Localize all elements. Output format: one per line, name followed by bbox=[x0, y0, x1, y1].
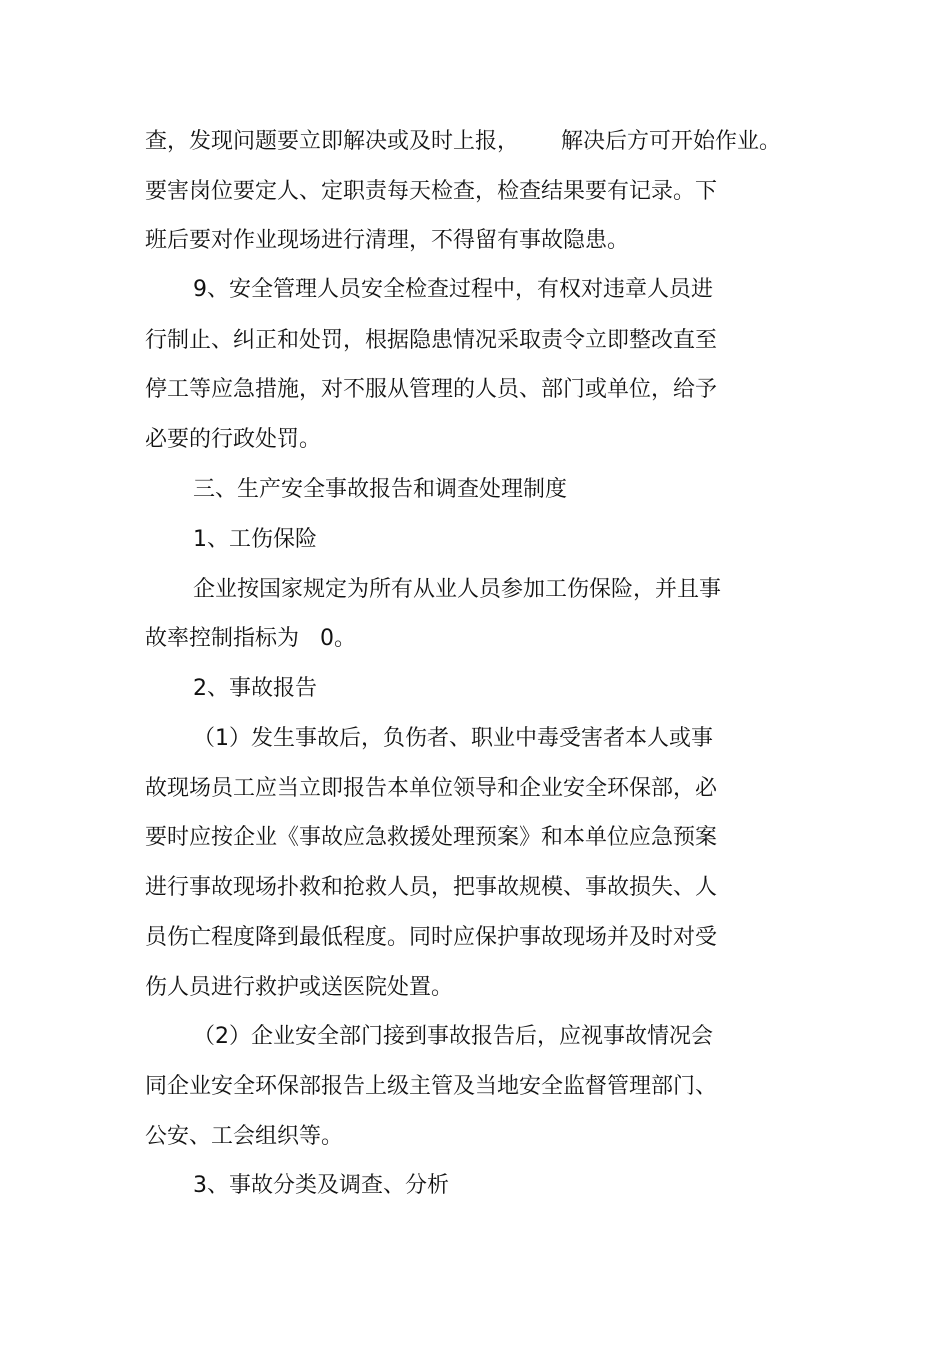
subheading-1: 1、工伤保险 bbox=[193, 527, 317, 552]
text-line-17: 员伤亡程度降到最低程度。同时应保护事故现场并及时对受 bbox=[145, 925, 718, 950]
text-line-11: 故率控制指标为 0。 bbox=[145, 626, 356, 651]
text-line-21: 公安、工会组织等。 bbox=[145, 1124, 344, 1149]
text-line-7: 必要的行政处罚。 bbox=[145, 427, 322, 452]
text-line-20: 同企业安全环保部报告上级主管及当地安全监督管理部门、 bbox=[145, 1074, 718, 1099]
text-line-3: 班后要对作业现场进行清理，不得留有事故隐患。 bbox=[145, 228, 630, 253]
text-line-5: 行制止、纠正和处罚，根据隐患情况采取责令立即整改直至 bbox=[145, 328, 718, 353]
text-line-10: 企业按国家规定为所有从业人员参加工伤保险，并且事 bbox=[193, 577, 722, 602]
text-line-13: （1）发生事故后，负伤者、职业中毒受害者本人或事 bbox=[193, 726, 713, 751]
text-line-15: 要时应按企业《事故应急救援处理预案》和本单位应急预案 bbox=[145, 825, 718, 850]
text-line-19: （2）企业安全部门接到事故报告后，应视事故情况会 bbox=[193, 1024, 713, 1049]
text-line-18: 伤人员进行救护或送医院处置。 bbox=[145, 975, 454, 1000]
text-line-6: 停工等应急措施，对不服从管理的人员、部门或单位，给予 bbox=[145, 377, 718, 402]
subheading-2: 2、事故报告 bbox=[193, 676, 317, 701]
text-line-4: 9、安全管理人员安全检查过程中，有权对违章人员进 bbox=[193, 277, 713, 302]
text-line-16: 进行事故现场扑救和抢救人员，把事故规模、事故损失、人 bbox=[145, 875, 718, 900]
text-line-14: 故现场员工应当立即报告本单位领导和企业安全环保部，必 bbox=[145, 776, 718, 801]
section-heading: 三、生产安全事故报告和调查处理制度 bbox=[193, 477, 568, 502]
text-line-1: 查，发现问题要立即解决或及时上报， 解决后方可开始作业。 bbox=[145, 129, 781, 154]
text-line-2: 要害岗位要定人、定职责每天检查，检查结果要有记录。下 bbox=[145, 179, 718, 204]
subheading-3: 3、事故分类及调查、分析 bbox=[193, 1173, 449, 1198]
